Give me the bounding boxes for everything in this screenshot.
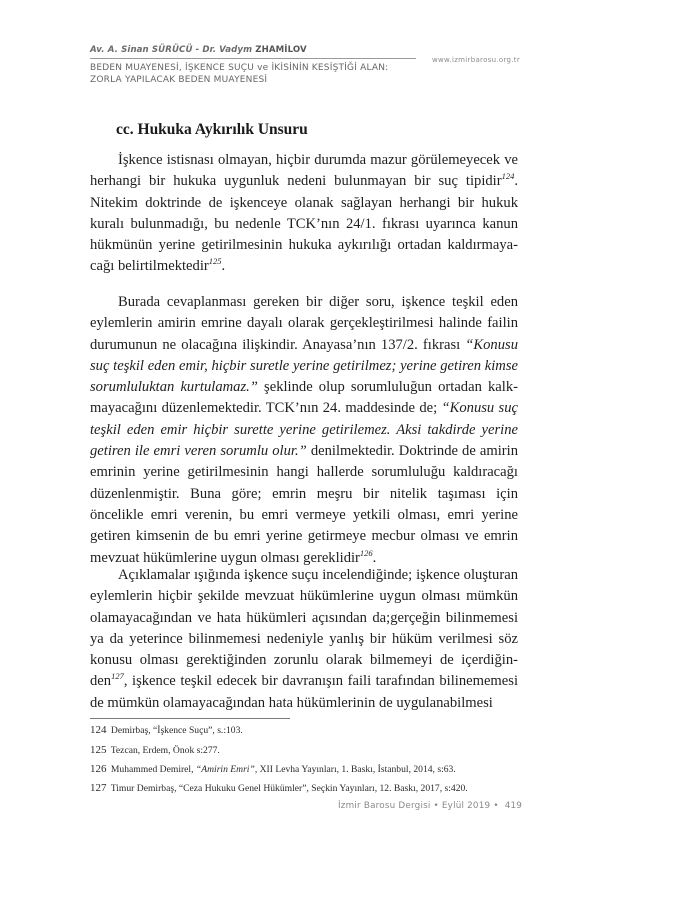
footnote-127: [90, 782, 468, 794]
footnote-ref-125[interactable]: 125: [208, 256, 222, 267]
footer-journal: İzmir Barosu Dergisi • Eylül 2019 •: [338, 801, 499, 811]
footnote-text-tail: , XII Levha Yayınları, 1. Baskı, İstanbul, 2014, s:63.: [254, 764, 456, 775]
p2-quote-constitution: “Konusu suç teşkil eden emir, hiçbir suretle yerine getirilmez; yerine getiren kimse sorumluluktan kurtulamaz.”: [90, 336, 518, 396]
footnote-124: [90, 724, 243, 736]
footnote-number: 126: [90, 763, 107, 775]
p1-text-b: . Nitekim doktrinde de işkenceye olanak sağlayan herhangi bir hukuk kuralı bulunmadığı, bu nedenle TCK’nın 24/1. fıkrası uyarınca kanun hükmünün yerine getirilmesinin hukuka aykırılığı ortadan kaldırmayacağı belirtilmektedir: [90, 173, 518, 275]
footnote-number: 127: [90, 782, 107, 794]
footnote-125: [90, 744, 220, 756]
header-rule: [90, 58, 416, 59]
p2-text-b: şeklinde olup sorumluluğun ortadan kalkmayacağını düzenlemektedir. TCK’nın 24. maddesinde de;: [90, 379, 519, 417]
paragraph-3: [90, 565, 518, 714]
p3-text-b: , işkence teşkil edecek bir davranışın faili tarafından bilinememesi de mümkün olamayacağından hata hükümlerinin de uygulanabilmesi: [90, 673, 518, 711]
header-title-line-1: BEDEN MUAYENESİ, İŞKENCE SUÇU ve İKİSİNİN KESİŞTİĞİ ALAN:: [90, 63, 389, 73]
header-title-line-2: ZORLA YAPILACAK BEDEN MUAYENESİ: [90, 75, 268, 85]
p1-text-c: .: [221, 258, 226, 275]
p2-quote-tck: “Konusu suç teşkil eden emir hiçbir surette yerine getirilemez. Aksi takdirde yerine getiren ile emri veren sorumlu olur.”: [90, 400, 518, 460]
author-prefix-1: Av. A. Sinan: [90, 45, 152, 55]
page-number: 419: [504, 801, 523, 811]
footnote-126: [90, 763, 456, 775]
footnote-text: Tezcan, Erdem, Önok s:277.: [110, 745, 220, 756]
paragraph-2: [90, 292, 518, 569]
running-header-title: [90, 62, 388, 86]
running-header-authors: [90, 45, 307, 55]
author-surname-1: SÜRÜCÜ: [151, 45, 193, 55]
footnote-text: Muhammed Demirel,: [110, 764, 196, 775]
footnote-number: 125: [90, 744, 107, 756]
header-website[interactable]: www.izmirbarosu.org.tr: [432, 56, 520, 64]
author-surname-2: ZHAMİLOV: [255, 45, 307, 55]
paragraph-1: [90, 150, 518, 278]
page-footer: [338, 801, 522, 811]
footnote-rule: [90, 718, 290, 719]
footnote-ref-127[interactable]: 127: [111, 671, 124, 682]
footnote-text: Demirbaş, “İşkence Suçu”, s.:103.: [110, 725, 243, 736]
p2-text-c: denilmektedir. Doktrinde de amirin emrinin yerine getirilmesinin hangi hallerde sorumluluğu kaldıracağı düzenlenmiştir. Buna göre; emrin meşru bir nitelik taşıması için öncelikle emri verenin, bu emri vermeye yetkili olması, emri yerine getiren kimsenin de bu emri yerine getirmeye mecbur olması ve emrin mevzuat hükümlerine uygun olması gereklidir: [90, 443, 518, 566]
footnote-ref-126[interactable]: 126: [359, 547, 373, 558]
footnote-number: 124: [90, 724, 107, 736]
section-heading: cc. Hukuka Aykırılık Unsuru: [116, 121, 308, 138]
footnote-ref-124[interactable]: 124: [501, 171, 515, 182]
p2-text-a: Burada cevaplanması gereken bir diğer soru, işkence teşkil eden eylemlerin amirin emrine dayalı olarak gerçekleştirilmesi halinde failin durumunun ne olacağına ilişkindir. Anayasa’nın 137/2. fıkrası: [90, 294, 518, 353]
p3-text-a: Açıklamalar ışığında işkence suçu incelendiğinde; işkence oluşturan eylemlerin hiçbir şekilde mevzuat hükümlerine uygun olması mümkün olamayacağından ve hata hükümleri açısından da;gerçeğin bilinmemesi ya da yeterince bilinmemesi nedeniyle yanlış bir hüküm verilmesi söz konusu olması gerektiğinden zorunlu olarak bilmemeyi de içerdiğinden: [90, 567, 518, 690]
p2-text-d: .: [372, 549, 377, 566]
p1-text-a: İşkence istisnası olmayan, hiçbir durumda mazur görülemeyecek ve herhangi bir hukuka uygunluk nedeni bulunmayan bir suç tipidir: [90, 152, 518, 190]
author-prefix-2: - Dr. Vadym: [192, 45, 256, 55]
footnote-italic-title: “Amirin Emri”: [195, 764, 255, 775]
footnote-text: Timur Demirbaş, “Ceza Hukuku Genel Hükümler”, Seçkin Yayınları, 12. Baskı, 2017, s:420.: [110, 783, 468, 794]
